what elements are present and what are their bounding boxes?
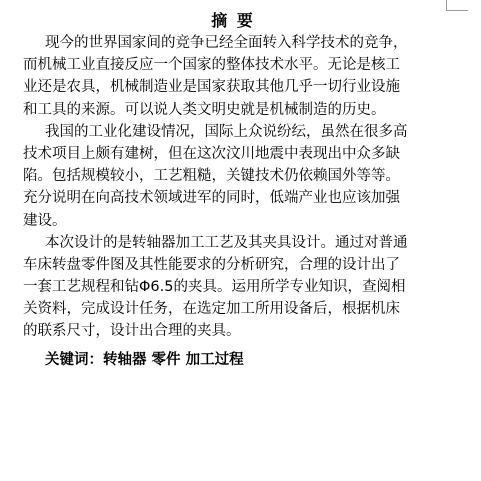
paragraph-2 [23,121,443,232]
paragraph-line: 而机械工业直接反应一个国家的整体技术水平。无论是核工 [23,57,400,74]
paragraph-3 [23,232,443,343]
page-corner-mark-vertical [446,0,447,11]
paragraph-line: 一套工艺规程和钻Φ6.5的夹具。运用所学专业知识，查阅相 [23,279,406,296]
paragraph-line: 技术项目上颇有建树，但在这次汶川地震中表现出中众多缺 [23,145,400,162]
keywords-label: 关键词： [45,351,103,368]
paragraph-line: 充分说明在向高技术领域进军的同时，低端产业也应该加强 [23,190,400,207]
page-corner-mark-horizontal [446,10,468,11]
paragraph-line: 我国的工业化建设情况，国际上众说纷纭，虽然在很多高 [45,123,408,140]
paragraph-line: 建设。 [23,212,67,229]
keywords-line [23,349,443,371]
paragraph-line: 车床转盘零件图及其性能要求的分析研究，合理的设计出了 [23,256,400,273]
keywords-value: 转轴器 零件 加工过程 [103,351,244,368]
paragraph-line: 陷。包括规模较小，工艺粗糙，关键技术仍依赖国外等等。 [23,168,400,185]
abstract-title: 摘 要 [211,11,255,30]
paragraph-line: 关资料，完成设计任务，在选定加工所用设备后，根据机床 [23,301,400,318]
paragraph-line: 和工具的来源。可以说人类文明史就是机械制造的历史。 [23,101,386,118]
paragraph-line: 业还是农具，机械制造业是国家获取其他几乎一切行业设施 [23,79,400,96]
paragraph-1 [23,32,443,121]
document-page [23,10,443,371]
paragraph-line: 本次设计的是转轴器加工工艺及其夹具设计。通过对普通 [45,234,408,251]
paragraph-line: 的联系尺寸，设计出合理的夹具。 [23,323,241,340]
paragraph-line: 现今的世界国家间的竞争已经全面转入科学技术的竞争， [45,35,408,51]
